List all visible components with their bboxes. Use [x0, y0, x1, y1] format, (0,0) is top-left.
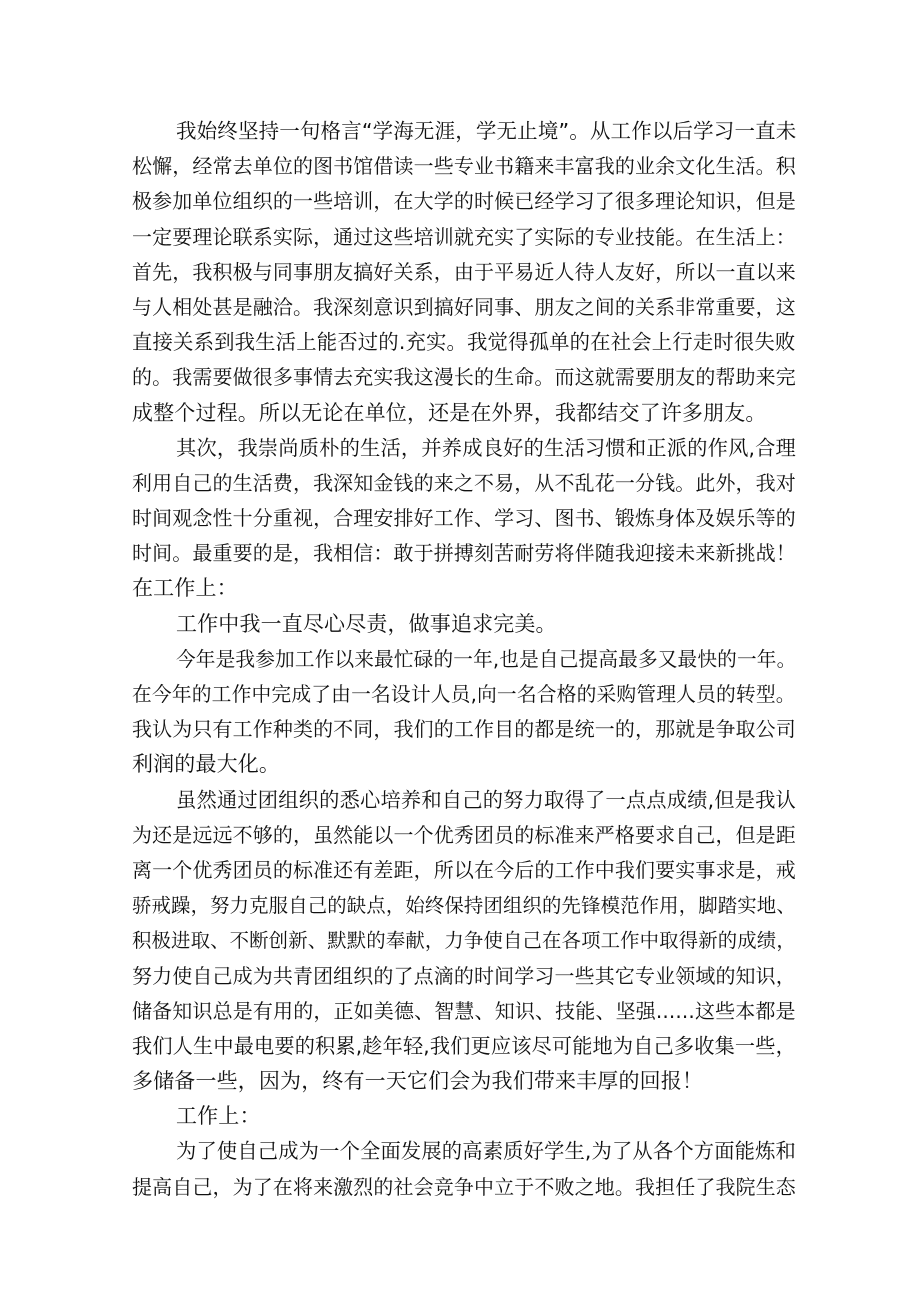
text-line: 提高自己，为了在将来激烈的社会竞争中立于不败之地。我担任了我院生态 — [132, 1174, 796, 1199]
text-line: 成整个过程。所以无论在单位，还是在外界，我都结交了许多朋友。 — [132, 400, 767, 425]
text-line: 我始终坚持一句格言“学海无涯，学无止境”。从工作以后学习一直未 — [176, 119, 797, 143]
text-line: 积极进取、不断创新、默默的奉献，力争使自己在各项工作中取得新的成绩， — [132, 929, 796, 953]
text-line: 骄戒躁，努力克服自己的缺点，始终保持团组织的先锋模范作用，脚踏实地、 — [132, 894, 796, 918]
text-line: 多储备一些，因为，终有一天它们会为我们带来丰厚的回报！ — [132, 1069, 704, 1094]
text-line: 松懈，经常去单位的图书馆借读一些专业书籍来丰富我的业余文化生活。积 — [132, 154, 796, 179]
text-line: 离一个优秀团员的标准还有差距，所以在今后的工作中我们要实事求是，戒 — [132, 857, 796, 882]
text-line: 直接关系到我生活上能否过的.充实。我觉得孤单的在社会上行走时很失败 — [132, 330, 796, 355]
text-line: 一定要理论联系实际，通过这些培训就充实了实际的专业技能。在生活上： — [132, 224, 796, 249]
text-line: 今年是我参加工作以来最忙碌的一年,也是自己提高最多又最快的一年。 — [176, 647, 797, 671]
text-line: 储备知识总是有用的，正如美德、智慧、知识、技能、坚强......这些本都是 — [132, 998, 796, 1023]
text-line: 在今年的工作中完成了由一名设计人员,向一名合格的采购管理人员的转型。 — [132, 683, 796, 706]
text-line: 为了使自己成为一个全面发展的高素质好学生,为了从各个方面能炼和 — [176, 1139, 797, 1164]
text-line: 极参加单位组织的一些培训，在大学的时候已经学习了很多理论知识，但是 — [132, 189, 796, 214]
text-line: 努力使自己成为共青团组织的了点滴的时间学习一些其它专业领域的知识， — [132, 963, 796, 988]
text-line: 时间观念性十分重视，合理安排好工作、学习、图书、锻炼身体及娱乐等的 — [132, 506, 796, 531]
text-line: 为还是远远不够的，虽然能以一个优秀团员的标准来严格要求自己，但是距 — [132, 822, 796, 847]
text-line: 我认为只有工作种类的不同，我们的工作目的都是统一的，那就是争取公司 — [132, 717, 796, 742]
text-line: 利用自己的生活费，我深知金钱的来之不易，从不乱花一分钱。此外，我对 — [132, 470, 796, 495]
text-line: 首先，我积极与同事朋友搞好关系，由于平易近人待人友好，所以一直以来 — [132, 259, 796, 284]
text-line: 工作中我一直尽心尽责，做事追求完美。 — [176, 611, 557, 636]
text-line: 的。我需要做很多事情去充实我这漫长的生命。而这就需要朋友的帮助来完 — [132, 365, 796, 390]
text-line: 虽然通过团组织的悉心培养和自己的努力取得了一点点成绩,但是我认 — [176, 787, 797, 812]
text-line: 时间。最重要的是，我相信：敢于拼搏刻苦耐劳将伴随我迎接未来新挑战！ — [132, 541, 796, 566]
document-body — [132, 114, 796, 1205]
text-line: 工作上： — [176, 1104, 261, 1129]
text-line: 在工作上： — [132, 576, 238, 601]
text-line: 与人相处甚是融洽。我深刻意识到搞好同事、朋友之间的关系非常重要，这 — [132, 294, 796, 319]
text-line: 利润的最大化。 — [132, 752, 281, 777]
text-line: 我们人生中最电要的积累,趁年轻,我们更应该尽可能地为自己多收集一些， — [132, 1033, 796, 1058]
text-line: 其次，我崇尚质朴的生活，并养成良好的生活习惯和正派的作风,合理 — [176, 435, 797, 460]
